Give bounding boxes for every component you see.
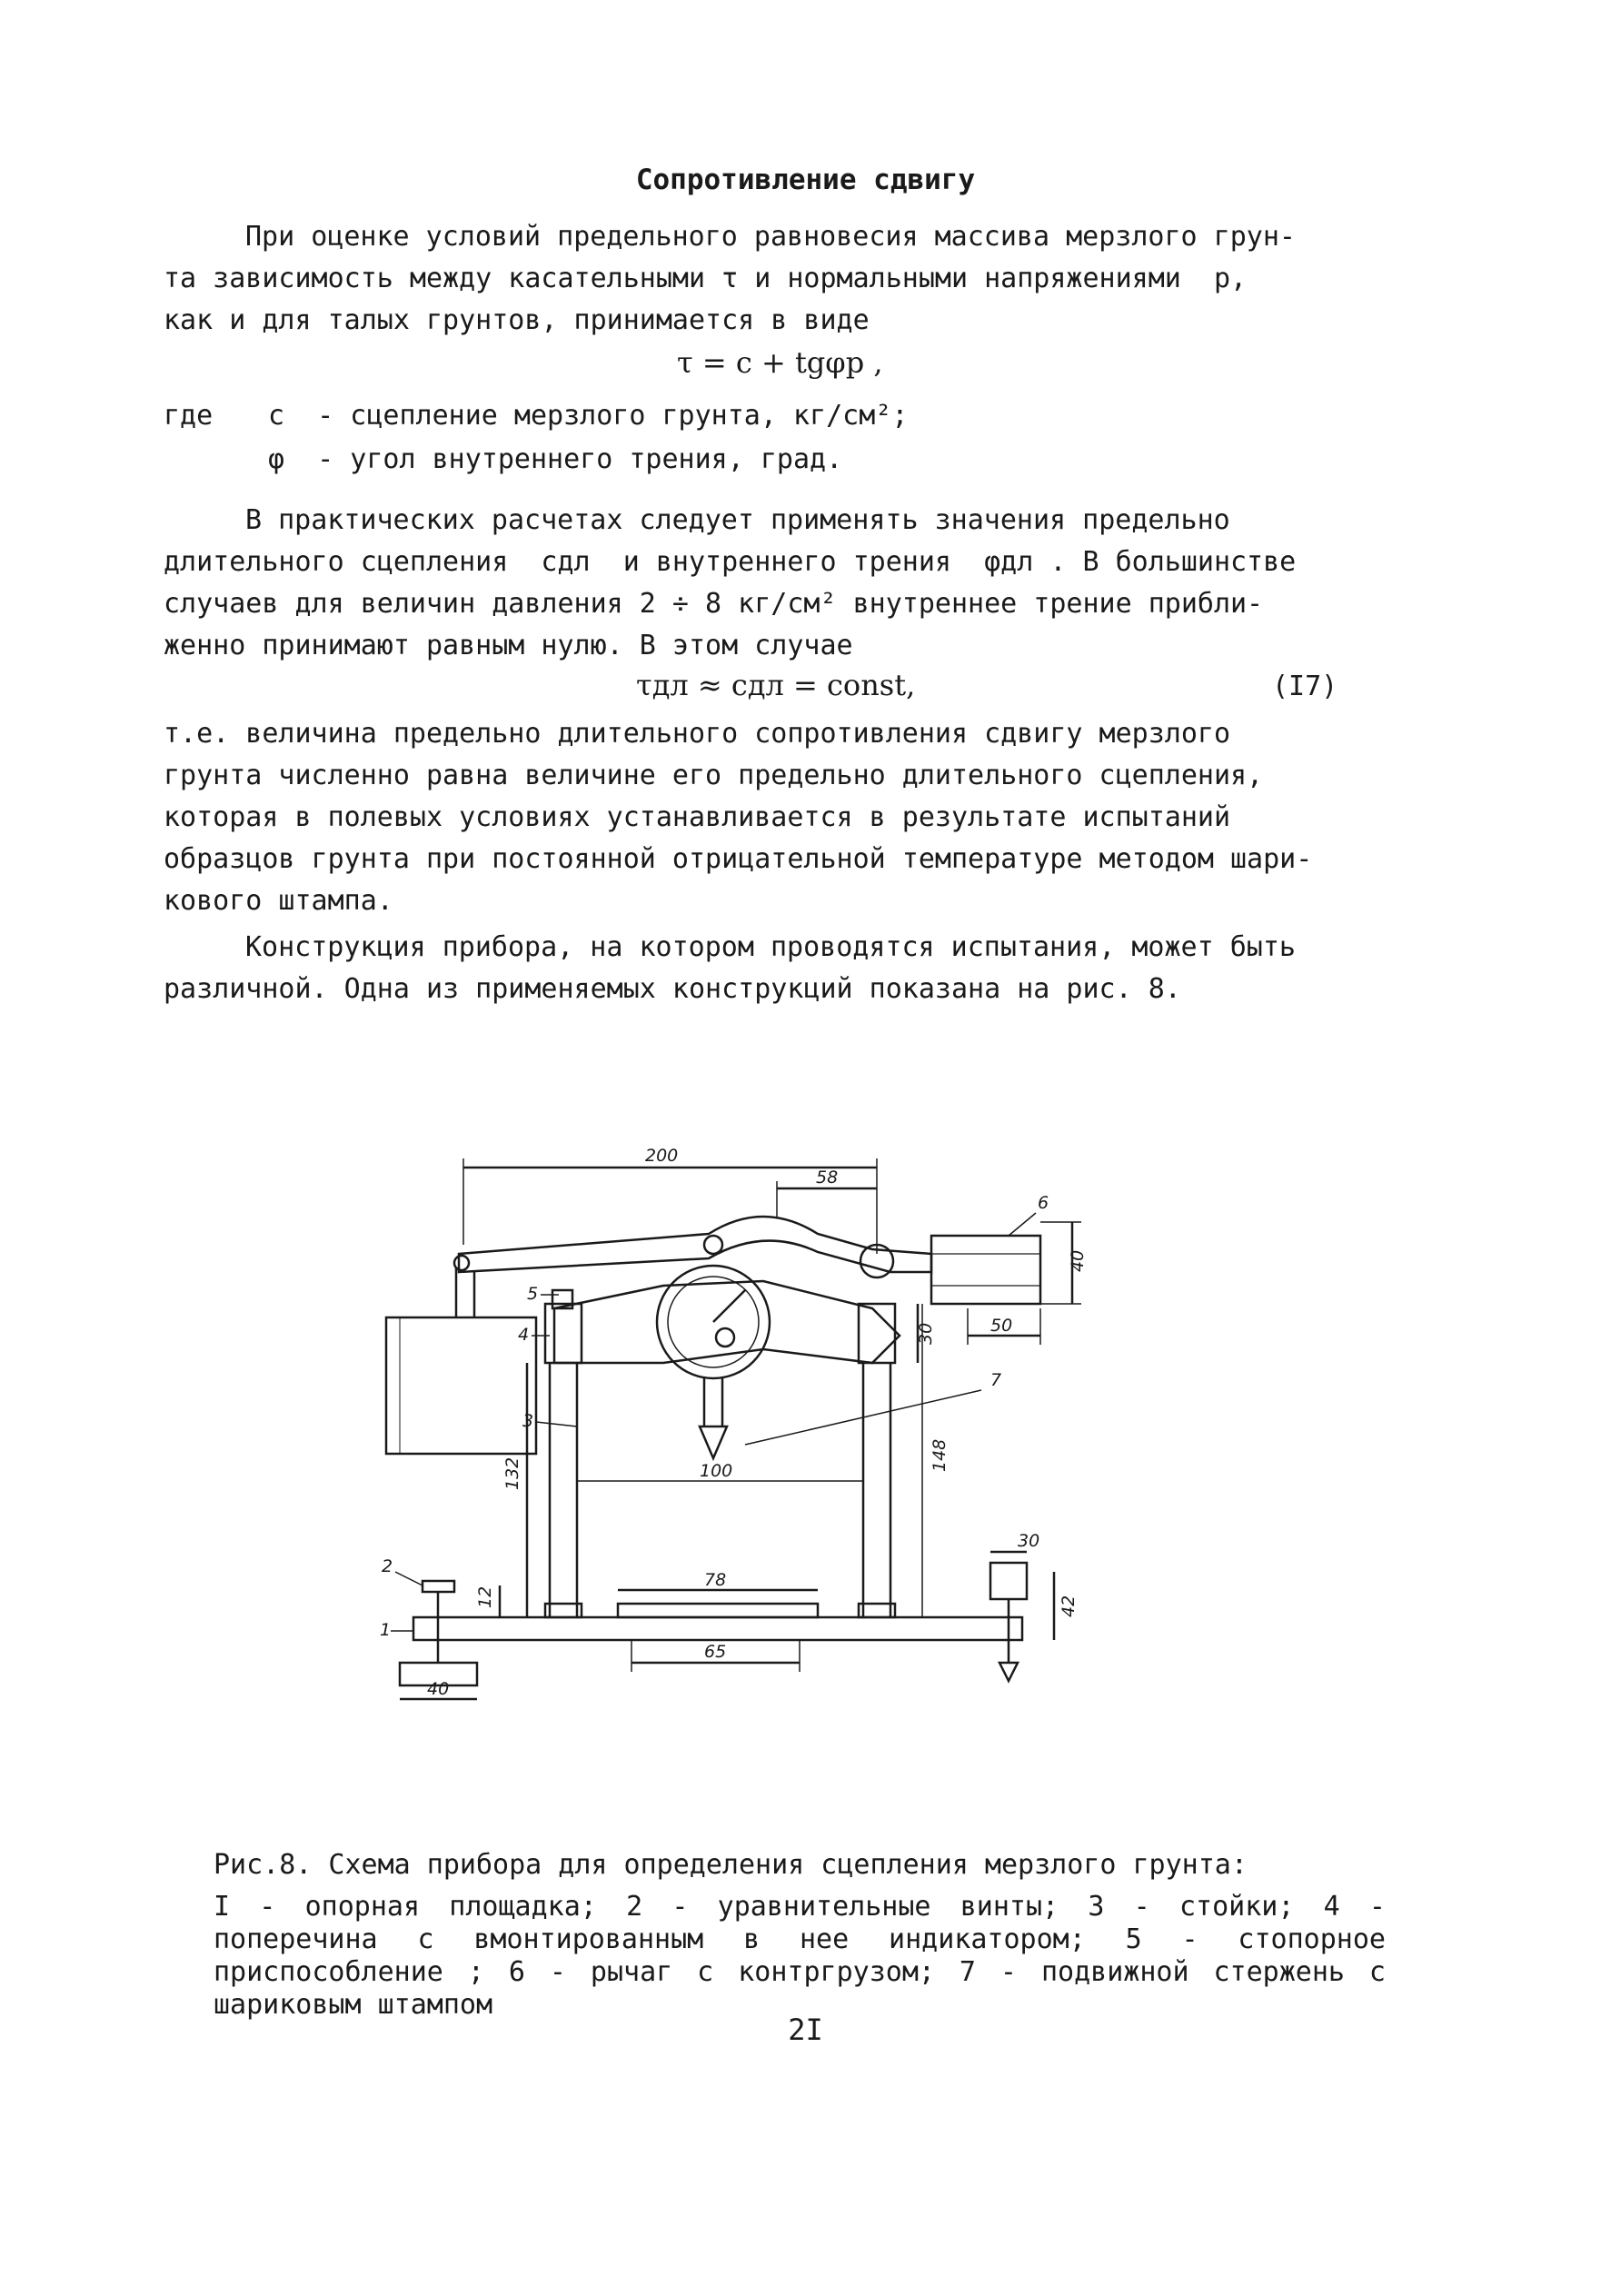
leader-3 [536, 1422, 577, 1426]
figure-8-device-schematic [363, 1127, 1181, 1708]
paragraph-line: которая в полевых условиях устанавливается в результате испытаний [164, 801, 1230, 833]
leader-6 [1009, 1213, 1036, 1236]
dim-label-40b: 40 [427, 1679, 450, 1699]
dim-label-200: 200 [645, 1146, 679, 1166]
label-7: 7 [990, 1370, 1002, 1390]
paragraph-4 [164, 927, 1372, 1010]
paragraph-line: т.е. величина предельно длительного сопротивления сдвигу мерзлого [164, 718, 1230, 750]
paragraph-2 [164, 500, 1372, 667]
paragraph-line: длительного сцепления cдл и внутреннего трения φдл . В большинстве [164, 546, 1297, 578]
paragraph-line: случаев для величин давления 2 ÷ 8 кг/см² внутреннее трение прибли- [164, 588, 1264, 620]
label-3: 3 [522, 1411, 534, 1431]
paragraph-1 [164, 216, 1372, 342]
paragraph-line: та зависимость между касательными τ и нормальными напряжениями p, [164, 263, 1248, 294]
page-number: 2I [788, 2013, 823, 2047]
counterweight-left [386, 1317, 536, 1454]
formula-17: τдл ≈ cдл = const, [636, 668, 916, 702]
paragraph-3 [164, 713, 1372, 922]
dim-label-78: 78 [704, 1570, 727, 1590]
label-1: 1 [380, 1620, 392, 1640]
dim-label-30b: 30 [1018, 1531, 1040, 1551]
paragraph-line: кового штампа. [164, 885, 393, 917]
device-drawing [363, 1127, 1181, 1708]
definition-c: c - сцепление мерзлого грунта, кг/см²; [268, 400, 909, 432]
paragraph-line: При оценке условий предельного равновесия массива мерзлого грун- [245, 221, 1296, 253]
dim-label-12: 12 [475, 1585, 495, 1608]
crossbar [554, 1281, 900, 1363]
label-5: 5 [527, 1284, 539, 1304]
label-6: 6 [1038, 1193, 1049, 1213]
screw-tip-right [999, 1663, 1018, 1681]
leveling-nut-left [423, 1581, 454, 1592]
left-collar [545, 1304, 582, 1363]
paragraph-line: грунта численно равна величине его предельно длительного сцепления, [164, 760, 1264, 791]
dim-label-42: 42 [1059, 1595, 1079, 1617]
label-4: 4 [518, 1325, 530, 1345]
indicator-needle [713, 1290, 745, 1322]
center-plate [618, 1604, 818, 1617]
paragraph-line: образцов грунта при постоянной отрицательной температуре методом шари- [164, 843, 1313, 875]
paragraph-line: как и для талых грунтов, принимается в виде [164, 304, 870, 336]
dim-label-100: 100 [700, 1461, 733, 1481]
dim-label-40: 40 [1068, 1249, 1088, 1272]
paragraph-line: Конструкция прибора, на котором проводятся испытания, может быть [245, 931, 1296, 963]
caption-title: Рис.8. Схема прибора для определения сцепления мерзлого грунта: [214, 1849, 1248, 1881]
indicator-top-knob [704, 1236, 722, 1254]
leader-2 [395, 1572, 423, 1585]
dim-label-148: 148 [930, 1438, 950, 1472]
leveling-nut-right [990, 1563, 1027, 1599]
dim-label-30a: 30 [916, 1322, 936, 1345]
equation-number: (I7) [1272, 671, 1338, 702]
formula-shear-strength: τ = c + tgφp , [677, 345, 883, 380]
where-label: где [164, 400, 214, 432]
definition-phi: φ - угол внутреннего трения, град. [268, 443, 843, 475]
dim-label-50: 50 [990, 1316, 1013, 1336]
dim-label-65: 65 [704, 1642, 727, 1662]
dim-label-132: 132 [502, 1456, 522, 1490]
paragraph-line: различной. Одна из применяемых конструкций показана на рис. 8. [164, 973, 1181, 1005]
counterweight-right [931, 1236, 1040, 1304]
label-2: 2 [382, 1556, 393, 1576]
ball-stamp-tip [700, 1426, 727, 1458]
dim-label-58: 58 [816, 1168, 839, 1188]
figure-caption [214, 1849, 1386, 2022]
paragraph-line: женно принимают равным нулю. В этом случае [164, 630, 853, 661]
paragraph-line: В практических расчетах следует применять значения предельно [245, 504, 1230, 536]
indicator-center [716, 1328, 734, 1347]
caption-body: I - опорная площадка; 2 - уравнительные винты; 3 - стойки; 4 - поперечина с вмонтированным в нее индикатором; 5 - стопорное приспособление ; 6 - рычаг с контргрузом; 7 - подвижной стержень с шариковым штампом [214, 1891, 1386, 2021]
base-plate [413, 1617, 1022, 1640]
section-heading: Сопротивление сдвигу [635, 164, 976, 196]
